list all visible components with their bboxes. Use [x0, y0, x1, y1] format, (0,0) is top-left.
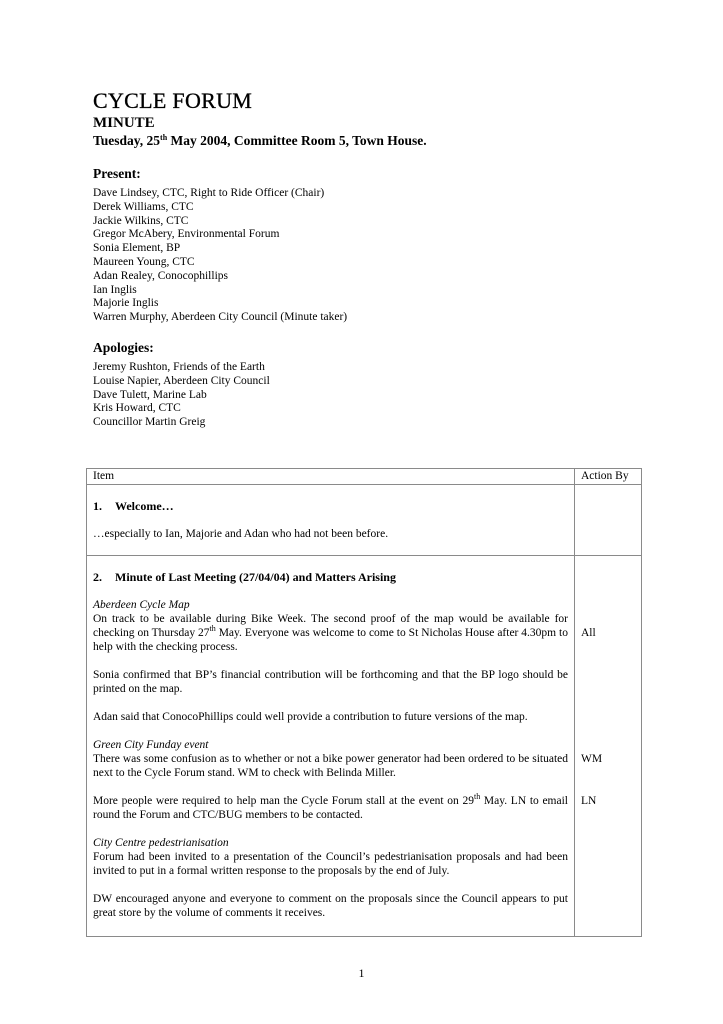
- action-owner: All: [581, 627, 596, 639]
- apology-name: Louise Napier, Aberdeen City Council: [93, 374, 270, 387]
- subsection-heading: Green City Funday event: [93, 739, 209, 751]
- paragraph: Forum had been invited to a presentation of the Council’s pedestrianisation proposals and had been invited to put in a formal written response to the proposals by the end of July.: [93, 851, 568, 877]
- header-action-by: Action By: [575, 469, 642, 485]
- apology-name: Dave Tulett, Marine Lab: [93, 388, 207, 401]
- present-name: Majorie Inglis: [93, 297, 159, 310]
- apologies-heading: Apologies:: [93, 339, 154, 355]
- present-name: Dave Lindsey, CTC, Right to Ride Officer (Chair): [93, 187, 325, 199]
- paragraph: DW encouraged anyone and everyone to comment on the proposals since the Council appears to put great store by the volume of comments it receives.: [93, 893, 568, 919]
- apology-name: Jeremy Rushton, Friends of the Earth: [93, 360, 265, 373]
- paragraph: There was some confusion as to whether or not a bike power generator had been ordered to be situated next to the Cycle Forum stand. WM to check with Belinda Miller.: [93, 753, 568, 779]
- subsection-heading: Aberdeen Cycle Map: [93, 599, 190, 611]
- page-number: 1: [358, 966, 365, 980]
- present-name: Maureen Young, CTC: [93, 255, 195, 268]
- minutes-table: [86, 468, 642, 937]
- present-name: Derek Williams, CTC: [93, 200, 194, 213]
- present-heading: Present:: [93, 166, 141, 181]
- action-cell: [575, 556, 642, 937]
- item-text: …especially to Ian, Majorie and Adan who had not been before.: [93, 528, 389, 540]
- subsection-heading: City Centre pedestrianisation: [93, 837, 229, 849]
- present-name: Adan Realey, Conocophillips: [93, 269, 228, 282]
- paragraph: More people were required to help man the Cycle Forum stall at the event on 29th May. LN to email round the Forum and CTC/BUG members to be contacted.: [93, 792, 568, 821]
- present-name: Jackie Wilkins, CTC: [93, 214, 189, 227]
- paragraph: Sonia confirmed that BP’s financial contribution will be forthcoming and that the BP logo should be printed on the map.: [93, 669, 568, 695]
- present-list: [93, 187, 641, 325]
- table-header-row: [87, 469, 642, 485]
- item-cell: [87, 485, 575, 556]
- apologies-list: [93, 361, 641, 430]
- document-subtitle: MINUTE: [93, 115, 155, 131]
- apology-name: Councillor Martin Greig: [93, 416, 206, 429]
- apology-name: Kris Howard, CTC: [93, 402, 181, 415]
- action-owner: WM: [581, 753, 603, 765]
- item-title: 2. Minute of Last Meeting (27/04/04) and Matters Arising: [93, 570, 396, 584]
- meeting-details: Tuesday, 25th May 2004, Committee Room 5, Town House.: [93, 133, 427, 148]
- present-name: Sonia Element, BP: [93, 242, 181, 255]
- action-owner: LN: [581, 795, 597, 807]
- item-cell: [87, 556, 575, 937]
- document-page: [93, 88, 641, 430]
- item-title: 1. Welcome…: [93, 499, 174, 513]
- present-name: Warren Murphy, Aberdeen City Council (Minute taker): [93, 311, 348, 324]
- header-item: Item: [87, 469, 575, 485]
- present-name: Gregor McAbery, Environmental Forum: [93, 228, 280, 241]
- paragraph: Adan said that ConocoPhillips could well provide a contribution to future versions of the map.: [93, 711, 528, 723]
- action-cell: [575, 485, 642, 556]
- present-name: Ian Inglis: [93, 283, 137, 296]
- table-row: [87, 485, 642, 556]
- table-row: [87, 556, 642, 937]
- paragraph: On track to be available during Bike Week. The second proof of the map would be available for checking on Thursday 27th May. Everyone was welcome to come to St Nicholas House after 4.30pm to help with the checking process.: [93, 613, 569, 653]
- document-title: CYCLE FORUM: [93, 88, 253, 113]
